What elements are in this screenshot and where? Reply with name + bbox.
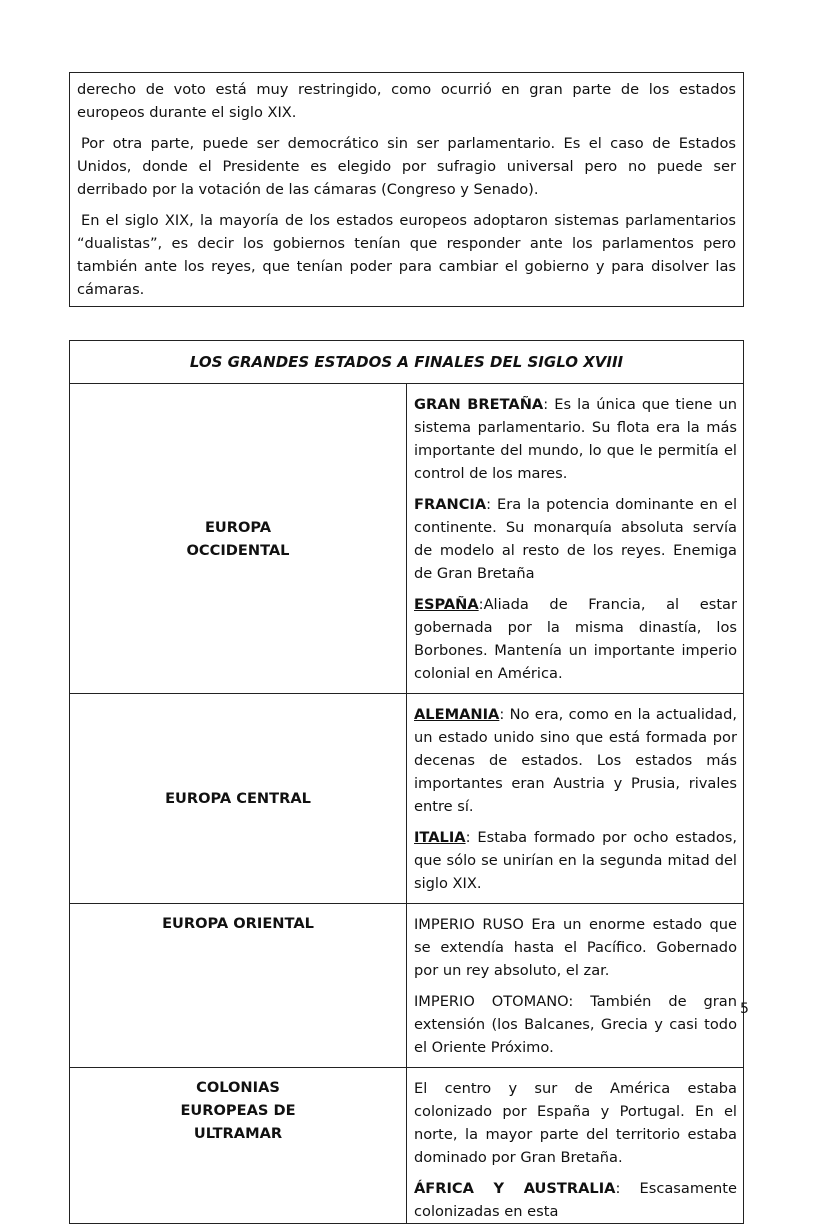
state-description: Escasamente colonizadas en esta [414,1180,737,1220]
intro-paragraph-1: derecho de voto está muy restringido, como ocurrió en gran parte de los estados europeos durante el siglo XIX. [77,81,736,121]
state-entry [414,593,737,685]
region-content [407,384,744,694]
intro-paragraph-2: Por otra parte, puede ser democrático sin ser parlamentario. Es el caso de Estados Unidos, donde el Presidente es elegido por sufragio universal pero no puede ser derribado por la votación de las cámaras (Congreso y Senado). [77,135,736,198]
label-separator: : [615,1180,640,1197]
region-content [407,1068,744,1224]
label-separator: : [543,396,555,413]
label-separator: : [486,496,498,513]
region-europa-occidental [70,384,407,694]
state-entry: IMPERIO RUSO Era un enorme estado que se extendía hasta el Pacífico. Gobernado por un rey absoluto, el zar. [414,916,737,979]
intro-paragraph-3: En el siglo XIX, la mayoría de los estados europeos adoptaron sistemas parlamentarios “dualistas”, es decir los gobiernos tenían que responder ante los parlamentos pero también ante los reyes, que tenían poder para cambiar el gobierno y para disolver las cámaras. [77,212,736,298]
state-description: Era la potencia dominante en el continente. Su monarquía absoluta servía de modelo al resto de los reyes. Enemiga de Gran Bretaña [414,496,737,582]
label-separator: : [465,829,478,846]
table-row [70,384,744,694]
state-entry [414,1177,737,1223]
state-entry: IMPERIO OTOMANO: También de gran extensión (los Balcanes, Grecia y casi todo el Oriente Próximo. [414,993,737,1056]
region-label: EUROPA OCCIDENTAL [186,518,290,559]
state-name: ALEMANIA [414,706,500,723]
label-separator: : [499,706,510,723]
page-number: 5 [740,1001,749,1017]
table-row [70,1068,744,1224]
state-name: ITALIA [414,829,466,846]
state-entry [414,393,737,485]
state-description: Estaba formado por ocho estados, que sólo se unirían en la segunda mitad del siglo XIX. [414,829,737,892]
region-label: COLONIAS EUROPEAS DE ULTRAMAR [180,1079,296,1142]
state-description: Es la única que tiene un sistema parlamentario. Su flota era la más importante del mundo, lo que le permitía el control de los mares. [414,396,737,482]
state-description: No era, como en la actualidad, un estado unido sino que está formada por decenas de estados. Los estados más importantes eran Austria y Prusia, rivales entre sí. [414,706,737,815]
region-content [407,904,744,1068]
state-name: FRANCIA [414,496,487,513]
state-name: ESPAÑA [414,596,479,613]
state-entry [414,703,737,818]
region-colonias [70,1068,407,1224]
region-europa-central: EUROPA CENTRAL [70,694,407,904]
state-description: Aliada de Francia, al estar gobernada por la misma dinastía, los Borbones. Mantenía un importante imperio colonial en América. [414,596,737,682]
states-table [69,340,744,1224]
state-entry [414,826,737,895]
intro-text-box [69,72,744,307]
state-name: GRAN BRETAÑA [414,396,544,413]
table-title: LOS GRANDES ESTADOS A FINALES DEL SIGLO XVIII [70,341,744,384]
state-name: ÁFRICA Y AUSTRALIA [414,1180,616,1197]
table-row [70,904,744,1068]
label-separator: : [478,596,484,613]
region-europa-oriental: EUROPA ORIENTAL [70,904,407,1068]
state-entry: El centro y sur de América estaba colonizado por España y Portugal. En el norte, la mayor parte del territorio estaba dominado por Gran Bretaña. [414,1080,737,1166]
state-entry [414,493,737,585]
region-content [407,694,744,904]
table-row [70,694,744,904]
